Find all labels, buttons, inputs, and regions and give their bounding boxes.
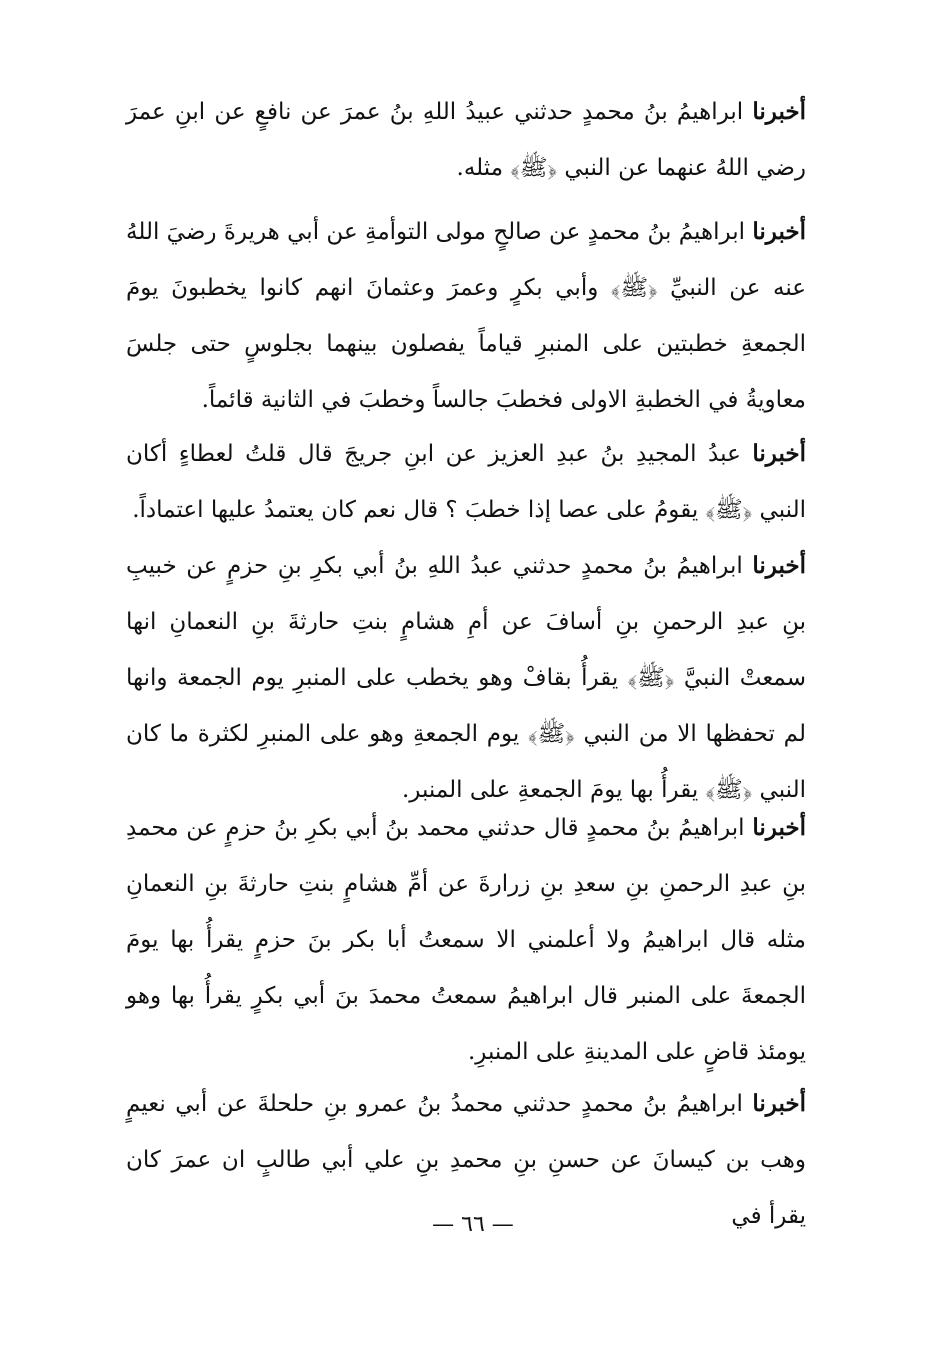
hadith-opener: أخبرنا [752,552,807,579]
hadith-opener: أخبرنا [752,1090,807,1117]
hadith-paragraph-1 [126,84,806,196]
hadith-opener: أخبرنا [752,440,806,467]
hadith-text: عبدُ المجيدِ بنُ عبدِ العزيز عن ابنِ جريجَ قال قلتُ لعطاءٍ أكان النبي ﴿ﷺ﴾ يقومُ على عصا إذا خطبَ ؟ قال نعم كان يعتمدُ عليها اعتماداً. [126,441,806,523]
hadith-paragraph-5 [126,800,806,1080]
hadith-opener: أخبرنا [752,98,807,125]
hadith-paragraph-3 [126,426,806,538]
hadith-text: ابراهيمُ بنُ محمدٍ عن صالحٍ مولى التوأمةِ عن أبي هريرةَ رضيَ اللهُ عنه عن النبيِّ ﴿ﷺ﴾ وأبي بكرٍ وعمرَ وعثمانَ انهم كانوا يخطبونَ يومَ الجمعةِ خطبتين على المنبرِ قياماً يفصلون بينهما بجلوسٍ حتى جلسَ معاويةُ في الخطبةِ الاولى فخطبَ جالساً وخطبَ في الثانية قائماً. [126,219,806,413]
hadith-opener: أخبرنا [752,814,806,841]
hadith-text: ابراهيمُ بنُ محمدٍ حدثني عبيدُ اللهِ بنُ عمرَ عن نافعٍ عن ابنِ عمرَ رضي اللهُ عنهما عن النبي ﴿ﷺ﴾ مثله. [126,99,806,181]
hadith-text: ابراهيمُ بنُ محمدٍ قال حدثني محمد بنُ أبي بكرِ بنُ حزمٍ عن محمدِ بنِ عبدِ الرحمنِ بنِ سعدِ بنِ زرارةَ عن أمِّ هشامٍ بنتِ حارثةَ بنِ النعمانِ مثله قال ابراهيمُ ولا أعلمني الا سمعتُ أبا بكر بنَ حزمٍ يقرأُ بها يومَ الجمعةَ على المنبر قال ابراهيمُ سمعتُ محمدَ بنَ أبي بكرٍ يقرأُ بها وهو يومئذ قاضٍ على المدينةِ على المنبرِ. [126,815,806,1065]
page-number: — ٦٦ — [432,1212,514,1237]
hadith-opener: أخبرنا [752,218,807,245]
hadith-text: ابراهيمُ بنُ محمدٍ حدثني عبدُ اللهِ بنُ أبي بكرِ بنِ حزمٍ عن خبيبِ بنِ عبدِ الرحمنِ بنِ أسافَ عن أمِ هشامٍ بنتِ حارثةَ بنِ النعمانِ انها سمعتْ النبيَّ ﴿ﷺ﴾ يقرأُ بقافْ وهو يخطب على المنبرِ يوم الجمعة وانها لم تحفظها الا من النبي ﴿ﷺ﴾ يوم الجمعةِ وهو على المنبرِ لكثرة ما كان النبي ﴿ﷺ﴾ يقرأُ بها يومَ الجمعةِ على المنبر. [126,553,806,803]
hadith-text: ابراهيمُ بنُ محمدٍ حدثني محمدُ بنُ عمرو بنِ حلحلةَ عن أبي نعيمٍ وهب بن كيسانَ عن حسنِ بنِ محمدِ بنِ علي أبي طالبٍ ان عمرَ كان يقرأ في [126,1091,806,1229]
hadith-paragraph-4 [126,538,806,818]
hadith-paragraph-2 [126,204,806,428]
